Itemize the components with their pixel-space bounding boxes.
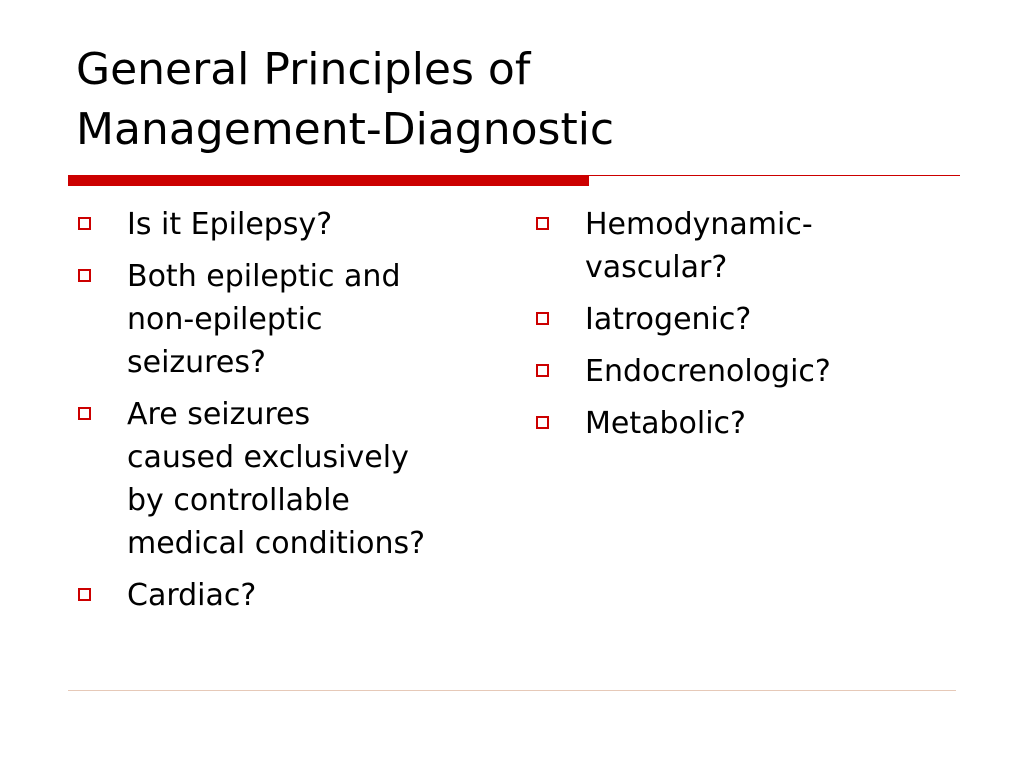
slide-title-line: General Principles of <box>76 44 531 95</box>
list-item <box>76 255 506 384</box>
list-item-line: Hemodynamic- <box>585 207 813 242</box>
bullet-list-right <box>534 203 954 454</box>
list-item <box>76 203 506 246</box>
slide-title <box>76 40 956 160</box>
list-item-line: Are seizures <box>127 397 311 432</box>
list-item-line: vascular? <box>585 250 728 285</box>
list-item-text <box>127 255 506 384</box>
list-item-text <box>585 350 954 393</box>
list-item-text <box>585 298 954 341</box>
list-item-line: non-epileptic <box>127 302 323 337</box>
hollow-square-bullet-icon <box>536 416 549 429</box>
bullet-list-left <box>76 203 506 626</box>
list-item <box>534 298 954 341</box>
hollow-square-bullet-icon <box>536 364 549 377</box>
list-item-text <box>127 574 506 617</box>
list-item-text <box>127 203 506 246</box>
list-item <box>76 393 506 565</box>
list-item-text <box>585 203 954 289</box>
list-item-line: medical conditions? <box>127 526 426 561</box>
hollow-square-bullet-icon <box>536 217 549 230</box>
list-item <box>76 574 506 617</box>
title-underline-thin <box>589 175 960 176</box>
list-item-line: caused exclusively <box>127 440 409 475</box>
list-item-line: Metabolic? <box>585 406 746 441</box>
hollow-square-bullet-icon <box>78 269 91 282</box>
list-item-line: Is it Epilepsy? <box>127 207 333 242</box>
list-item <box>534 350 954 393</box>
list-item-line: Endocrenologic? <box>585 354 831 389</box>
title-underline-thick <box>68 175 589 186</box>
list-item <box>534 203 954 289</box>
list-item-line: Cardiac? <box>127 578 257 613</box>
footer-rule <box>68 690 956 691</box>
list-item-line: Iatrogenic? <box>585 302 752 337</box>
list-item-line: seizures? <box>127 345 266 380</box>
list-item-line: by controllable <box>127 483 350 518</box>
hollow-square-bullet-icon <box>78 588 91 601</box>
hollow-square-bullet-icon <box>78 217 91 230</box>
list-item-text <box>127 393 506 565</box>
hollow-square-bullet-icon <box>78 407 91 420</box>
list-item-line: Both epileptic and <box>127 259 401 294</box>
slide-title-line: Management-Diagnostic <box>76 104 615 155</box>
hollow-square-bullet-icon <box>536 312 549 325</box>
list-item <box>534 402 954 445</box>
list-item-text <box>585 402 954 445</box>
